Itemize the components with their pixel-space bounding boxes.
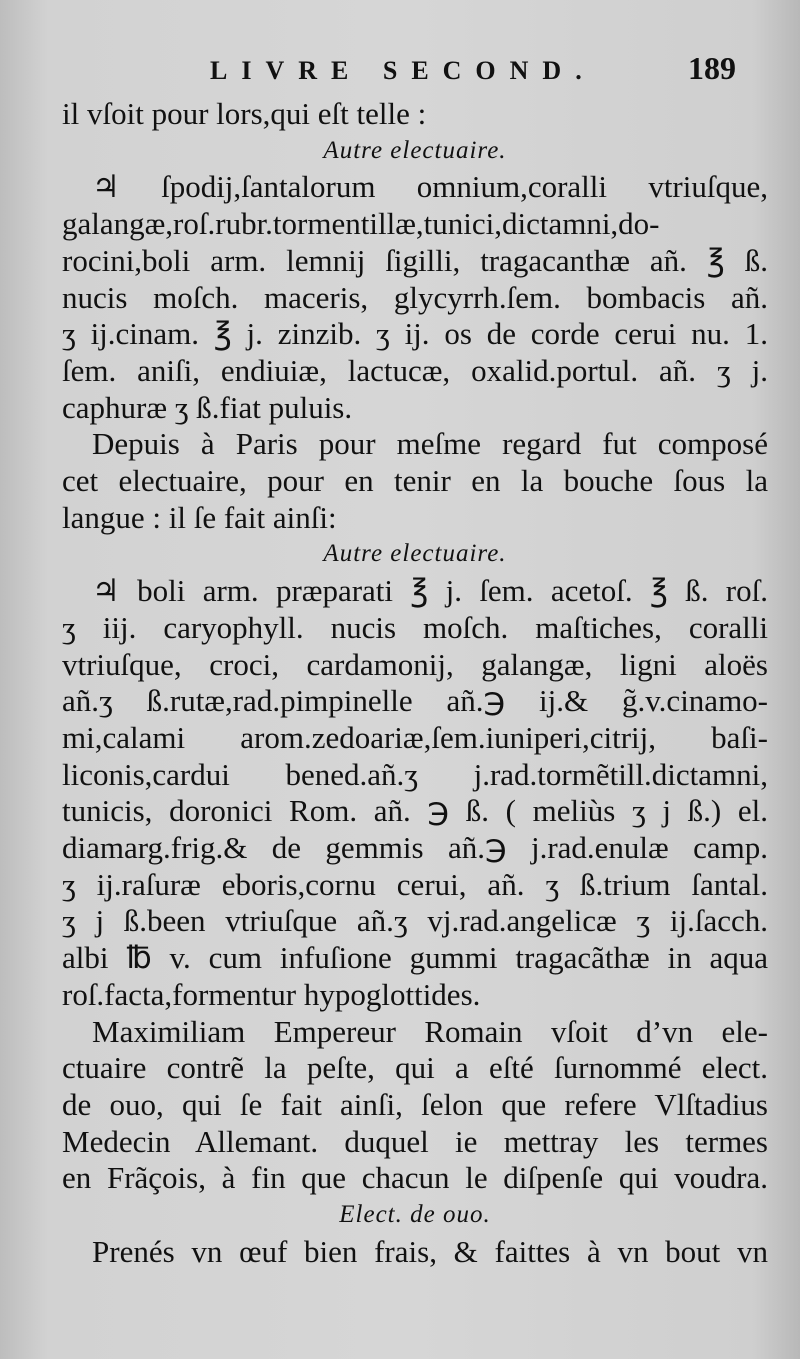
- text-line: mi,calami arom.zedoariæ,ſem.iuniperi,citrij, baſi-: [62, 719, 768, 755]
- text-line: caphuræ ʒ ß.fiat puluis.: [62, 389, 353, 425]
- text-line: il vſoit pour lors,qui eſt telle :: [62, 96, 427, 131]
- text-line: ʒ ij.raſuræ eboris,cornu cerui, añ. ʒ ß.trium ſantal.: [62, 866, 768, 902]
- text-line: ♃ ſpodij,ſantalorum omnium,coralli vtriuſque,: [92, 169, 768, 205]
- text-line: Prenés vn œuf bien frais, & faittes à vn bout vn: [92, 1233, 768, 1269]
- text-line: cet electuaire, pour en tenir en la bouche ſous la: [62, 463, 768, 499]
- section-heading: Autre electuaire.: [323, 136, 507, 164]
- text-line: rocini,boli arm. lemnij ſigilli, tragacanthæ añ. ℥ ß.: [62, 242, 768, 278]
- text-line: langue : il ſe fait ainſi:: [62, 499, 337, 535]
- text-line: en Frãçois, à fin que chacun le diſpenſe qui voudra.: [62, 1160, 768, 1196]
- text-line: ʒ ij.cinam. ℥ j. zinzib. ʒ ij. os de corde cerui nu. 1.: [62, 316, 768, 352]
- text-line: Depuis à Paris pour meſme regard fut composé: [92, 426, 768, 462]
- page-header: [0, 50, 800, 100]
- text-line: ctuaire contrẽ la peſte, qui a eſté ſurnommé elect.: [62, 1050, 768, 1086]
- text-line: ʒ iij. caryophyll. nucis moſch. maſtiches, coralli: [62, 609, 768, 645]
- section-heading: Autre electuaire.: [323, 540, 507, 568]
- text-line: vtriuſque, croci, cardamonij, galangæ, ligni aloës: [62, 646, 768, 682]
- text-line: liconis,cardui bened.añ.ʒ j.rad.tormẽtill.dictamni,: [62, 756, 768, 792]
- page-number: 189: [688, 50, 736, 86]
- text-line: tunicis, doronici Rom. añ. ℈ ß. ( meliùs ʒ j ß.) el.: [62, 793, 768, 829]
- text-line: ʒ j ß.been vtriuſque añ.ʒ vj.rad.angelicæ ʒ ij.ſacch.: [62, 903, 768, 939]
- text-line: galangæ,roſ.rubr.tormentillæ,tunici,dictamni,do-: [62, 206, 660, 242]
- text-line: Medecin Allemant. duquel ie mettray les termes: [62, 1123, 768, 1159]
- text-line: de ouo, qui ſe fait ainſi, ſelon que refere Vlſtadius: [62, 1086, 768, 1122]
- section-heading: Elect. de ouo.: [339, 1201, 491, 1229]
- text-line: ſem. aniſi, endiuiæ, lactucæ, oxalid.portul. añ. ʒ j.: [62, 352, 768, 388]
- text-line: diamarg.frig.& de gemmis añ.℈ j.rad.enulæ camp.: [62, 830, 768, 866]
- text-line: nucis moſch. maceris, glycyrrh.ſem. bombacis añ.: [62, 279, 768, 315]
- text-line: albi ℔ v. cum infuſione gummi tragacãthæ in aqua: [62, 940, 768, 976]
- page-body: [62, 96, 768, 1271]
- text-line: roſ.facta,formentur hypoglottides.: [62, 976, 481, 1012]
- text-line: ♃ boli arm. præparati ℥ j. ſem. acetoſ. ℥ ß. roſ.: [92, 573, 768, 609]
- running-title: LIVRE SECOND.: [210, 56, 596, 85]
- text-line: Maximiliam Empereur Romain vſoit d’vn ele-: [92, 1013, 768, 1049]
- text-line: añ.ʒ ß.rutæ,rad.pimpinelle añ.℈ ij.& g̃.v.cinamo-: [62, 683, 768, 719]
